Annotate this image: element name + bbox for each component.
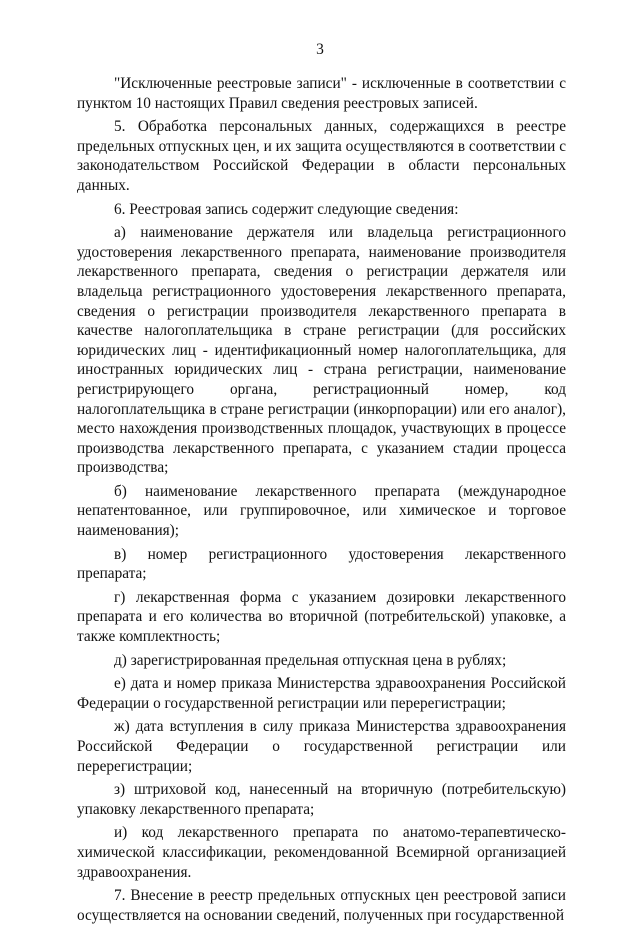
- document-body: [77, 74, 566, 929]
- list-item-a: а) наименование держателя или владельца регистрационного удостоверения лекарственного препарата, наименование производителя лекарственного препарата, сведения о регистрации держателя или владельца регистрационного удостоверения лекарственного препарата, сведения о регистрации производителя лекарственного препарата в качестве налогоплательщика в стране регистрации (для российских юридических лиц - идентификационный номер налогоплательщика, для иностранных юридических лиц - страна регистрации, наименование регистрирующего органа, регистрационный номер, код налогоплательщика в стране регистрации (инкорпорации) или его аналог), место нахождения производственных площадок, участвующих в процессе производства лекарственного препарата, с указанием стадии процесса производства;: [77, 224, 566, 477]
- list-item-z: з) штриховой код, нанесенный на вторичную (потребительскую) упаковку лекарственного препарата;: [77, 781, 566, 818]
- paragraph-excluded-records: "Исключенные реестровые записи" - исключенные в соответствии с пунктом 10 настоящих Правил сведения реестровых записей.: [77, 75, 566, 112]
- paragraph-6-record-contents: 6. Реестровая запись содержит следующие сведения:: [114, 200, 459, 218]
- list-item-d: д) зарегистрированная предельная отпускная цена в рублях;: [114, 651, 507, 669]
- page-number: 3: [316, 41, 324, 58]
- list-item-i: и) код лекарственного препарата по анатомо-терапевтическо-химической классификации, рекомендованной Всемирной организацией здравоохранения.: [77, 824, 566, 881]
- list-item-g: г) лекарственная форма с указанием дозировки лекарственного препарата и его количества во вторичной (потребительской) упаковке, а также комплектность;: [77, 588, 566, 646]
- list-item-e: е) дата и номер приказа Министерства здравоохранения Российской Федерации о государственной регистрации или перерегистрации;: [77, 675, 566, 712]
- list-item-v: в) номер регистрационного удостоверения лекарственного препарата;: [77, 545, 566, 583]
- list-item-b: б) наименование лекарственного препарата (международное непатентованное, или группировочное, или химическое и торговое наименования);: [77, 482, 566, 540]
- list-item-zh: ж) дата вступления в силу приказа Министерства здравоохранения Российской Федерации о государственной регистрации или перерегистрации;: [77, 718, 566, 775]
- paragraph-5-personal-data: 5. Обработка персональных данных, содержащихся в реестре предельных отпускных цен, и их защита осуществляются в соответствии с законодательством Российской Федерации в области персональных данных.: [77, 118, 566, 194]
- paragraph-7-registry-entry: 7. Внесение в реестр предельных отпускных цен реестровой записи осуществляется на основании сведений, полученных при государственной: [77, 887, 566, 924]
